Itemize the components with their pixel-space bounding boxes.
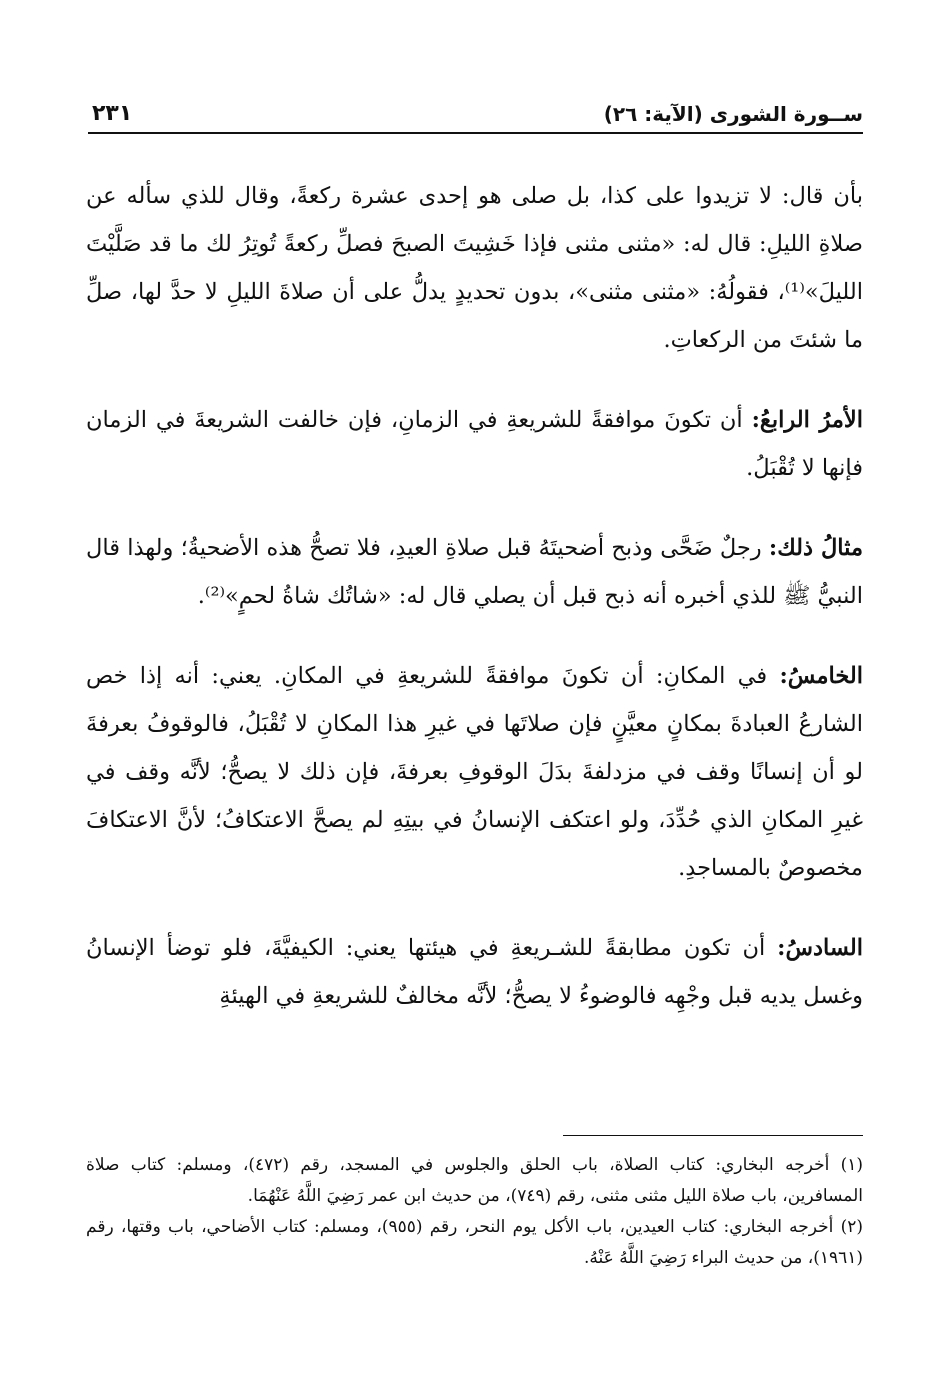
paragraph-3: [86, 524, 863, 620]
page-header: [88, 88, 863, 134]
paragraph-5-lead: السادسُ:: [777, 935, 863, 961]
footnotes: [86, 1150, 863, 1274]
paragraph-3-text: رجلٌ ضَحَّى وذبح أضحيتَهُ قبل صلاةِ العيدِ، فلا تصحُّ هذه الأضحيةُ؛ ولهذا قال النبيُّ ﷺ للذي أخبره أنه ذبح قبل أن يصلي قال له: «شاتُك شاةُ لحمٍ»⁽²⁾.: [86, 535, 863, 609]
paragraph-1: بأن قال: لا تزيدوا على كذا، بل صلى هو إحدى عشرة ركعةً، وقال للذي سأله عن صلاةِ الليلِ: قال له: «مثنى مثنى فإذا خَشِيتَ الصبحَ فصلِّ ركعةً تُوتِرُ لك ما قد صَلَّيْتَ الليلَ»⁽¹⁾، فقولُهُ: «مثنى مثنى»، بدون تحديدٍ يدلُّ على أن صلاةَ الليلِ لا حدَّ لها، صلِّ ما شئتَ من الركعاتِ.: [86, 183, 863, 353]
paragraph-4-lead: الخامسُ:: [779, 663, 863, 689]
paragraph-3-lead: مثالُ ذلك:: [768, 535, 863, 561]
paragraph-2: [86, 396, 863, 492]
paragraph-5: [86, 924, 863, 1020]
paragraph-2-lead: الأمرُ الرابعُ:: [751, 407, 863, 433]
running-title: ســورة الشورى (الآية: ٢٦): [603, 102, 863, 126]
paragraph-4-text: في المكانِ: أن تكونَ موافقةً للشريعةِ في المكانِ. يعني: أنه إذا خص الشارعُ العبادةَ بمكانٍ معيَّنٍ فإن صلاتَها في غيرِ هذا المكانِ لا تُقْبَلُ، فالوقوفُ بعرفةَ لو أن إنسانًا وقف في مزدلفةَ بدَلَ الوقوفِ بعرفةَ، فإن ذلك لا يصحُّ؛ لأنَّه وقف في غيرِ المكانِ الذي حُدِّدَ، ولو اعتكف الإنسانُ في بيتِهِ لم يصحَّ الاعتكافُ؛ لأنَّ الاعتكافَ مخصوصٌ بالمساجدِ.: [86, 663, 863, 881]
main-text: [86, 172, 863, 1052]
paragraph-4: [86, 652, 863, 892]
footnote-2: (٢) أخرجه البخاري: كتاب العيدين، باب الأكل يوم النحر، رقم (٩٥٥)، ومسلم: كتاب الأضاحي، باب وقتها، رقم (١٩٦١)، من حديث البراء رَضِيَ اللَّهُ عَنْهُ.: [86, 1217, 863, 1268]
footnote-divider: [563, 1135, 863, 1136]
paragraph-5-text: أن تكون مطابقةً للشـريعةِ في هيئتها يعني: الكيفيَّةَ، فلو توضأ الإنسانُ وغسل يديه قبل وجْهِه فالوضوءُ لا يصحُّ؛ لأنَّه مخالفٌ للشريعةِ في الهيئةِ: [86, 935, 863, 1009]
page-number: ٢٣١: [92, 101, 133, 126]
footnote-1: (١) أخرجه البخاري: كتاب الصلاة، باب الحلق والجلوس في المسجد، رقم (٤٧٢)، ومسلم: كتاب صلاة المسافرين، باب صلاة الليل مثنى مثنى، رقم (٧٤٩)، من حديث ابن عمر رَضِيَ اللَّهُ عَنْهُمَا.: [86, 1155, 864, 1206]
paragraph-2-text: أن تكونَ موافقةً للشريعةِ في الزمانِ، فإن خالفت الشريعةَ في الزمان فإنها لا تُقْبَلُ.: [86, 407, 863, 481]
